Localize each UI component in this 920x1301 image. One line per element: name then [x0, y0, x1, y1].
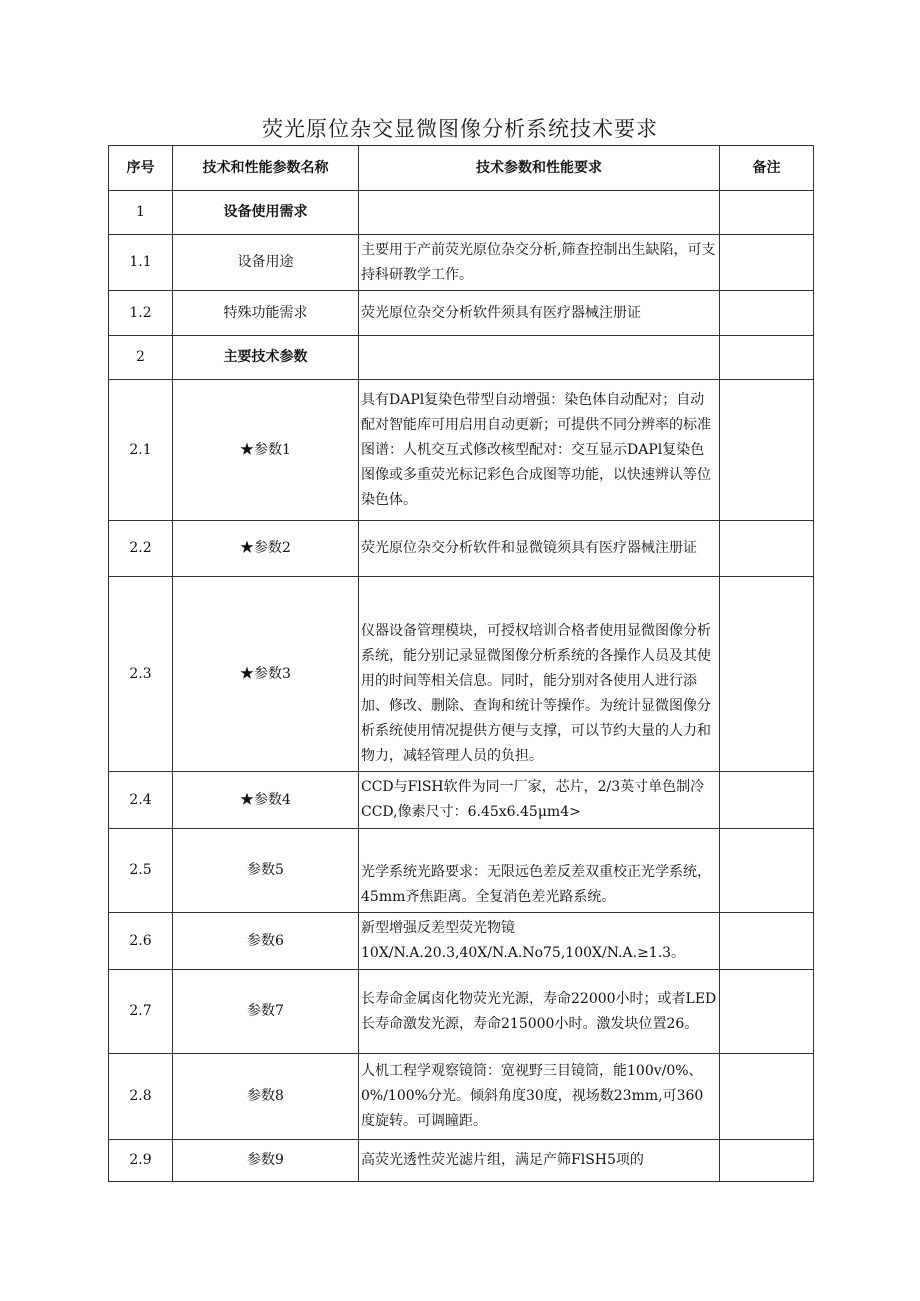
row-no: 2.4: [109, 772, 173, 829]
table-row: [109, 772, 814, 829]
table-row: [109, 577, 814, 772]
row-name: ★参数2: [173, 521, 359, 577]
row-note: [720, 1140, 814, 1182]
row-req: 仪器设备管理模块，可授权培训合格者使用显微图像分析系统，能分别记录显微图像分析系统的各操作人员及其使用的时间等相关信息。同时，能分别对各使用人进行添加、修改、删除、查询和统计等操作。为统计显微图像分析系统使用情况提供方便与支撑，可以节约大量的人力和物力，减轻管理人员的负担。: [359, 577, 720, 772]
row-req: 高荧光透性荧光滤片组，满足产筛FlSH5项的: [359, 1140, 720, 1182]
table-header-row: [109, 146, 814, 191]
header-name: 技术和性能参数名称: [173, 146, 359, 191]
row-req: [359, 191, 720, 235]
table-row: [109, 970, 814, 1054]
row-name: 参数5: [173, 829, 359, 913]
row-name: 参数7: [173, 970, 359, 1054]
header-note: 备注: [720, 146, 814, 191]
header-no: 序号: [109, 146, 173, 191]
row-note: [720, 336, 814, 380]
row-req: 新型增强反差型荧光物镜10X/N.A.20.3,40X/N.A.No75,100X/N.A.≥1.3。: [359, 913, 720, 970]
row-no: 2: [109, 336, 173, 380]
row-note: [720, 380, 814, 521]
row-req: [359, 336, 720, 380]
row-name: 特殊功能需求: [173, 291, 359, 336]
table-row: [109, 291, 814, 336]
row-no: 2.8: [109, 1054, 173, 1140]
document-title: 荧光原位杂交显微图像分析系统技术要求: [262, 117, 658, 141]
row-no: 1.2: [109, 291, 173, 336]
row-name: 设备用途: [173, 235, 359, 291]
table-row: [109, 380, 814, 521]
row-note: [720, 577, 814, 772]
row-req: 主要用于产前荧光原位杂交分析,筛查控制出生缺陷，可支持科研教学工作。: [359, 235, 720, 291]
table-row: [109, 191, 814, 235]
row-req: 人机工程学观察镜筒：宽视野三目镜筒，能100v/0%、0%/100%分光。倾斜角度30度，视场数23mm,可360度旋转。可调瞳距。: [359, 1054, 720, 1140]
table-row: [109, 1140, 814, 1182]
table-row: [109, 336, 814, 380]
table-row: [109, 829, 814, 913]
table-row: [109, 913, 814, 970]
row-name: ★参数1: [173, 380, 359, 521]
row-req: 长寿命金属卤化物荧光光源，寿命22000小时；或者LED长寿命激发光源，寿命215000小时。激发块位置26。: [359, 970, 720, 1054]
row-note: [720, 970, 814, 1054]
row-name: 设备使用需求: [173, 191, 359, 235]
row-req: 荧光原位杂交分析软件和显微镜须具有医疗器械注册证: [359, 521, 720, 577]
row-no: 2.5: [109, 829, 173, 913]
table-row: [109, 235, 814, 291]
row-no: 2.1: [109, 380, 173, 521]
row-note: [720, 521, 814, 577]
requirements-table: [108, 145, 814, 1182]
row-req: 光学系统光路要求：无限远色差反差双重校正光学系统，45mm齐焦距离。全复消色差光路系统。: [359, 829, 720, 913]
row-name: 参数6: [173, 913, 359, 970]
row-no: 2.7: [109, 970, 173, 1054]
table-row: [109, 1054, 814, 1140]
row-no: 1.1: [109, 235, 173, 291]
row-name: 主要技术参数: [173, 336, 359, 380]
row-req: 荧光原位杂交分析软件须具有医疗器械注册证: [359, 291, 720, 336]
row-note: [720, 772, 814, 829]
row-no: 2.6: [109, 913, 173, 970]
row-no: 2.9: [109, 1140, 173, 1182]
row-no: 2.3: [109, 577, 173, 772]
row-name: ★参数3: [173, 577, 359, 772]
row-note: [720, 829, 814, 913]
row-note: [720, 191, 814, 235]
row-name: ★参数4: [173, 772, 359, 829]
row-name: 参数8: [173, 1054, 359, 1140]
row-name: 参数9: [173, 1140, 359, 1182]
row-note: [720, 291, 814, 336]
header-req: 技术参数和性能要求: [359, 146, 720, 191]
row-note: [720, 1054, 814, 1140]
row-note: [720, 235, 814, 291]
row-req: 具有DAPl复染色带型自动增强：染色体自动配对；自动配对智能库可用启用自动更新；可提供不同分辨率的标准图谱：人机交互式修改核型配对：交互显示DAPl复染色图像或多重荧光标记彩色合成图等功能，以快速辨认等位染色体。: [359, 380, 720, 521]
row-req: CCD与FlSH软件为同一厂家，芯片，2/3英寸单色制冷CCD,像素尺寸：6.45x6.45μm4>: [359, 772, 720, 829]
row-no: 1: [109, 191, 173, 235]
table-row: [109, 521, 814, 577]
row-no: 2.2: [109, 521, 173, 577]
row-note: [720, 913, 814, 970]
